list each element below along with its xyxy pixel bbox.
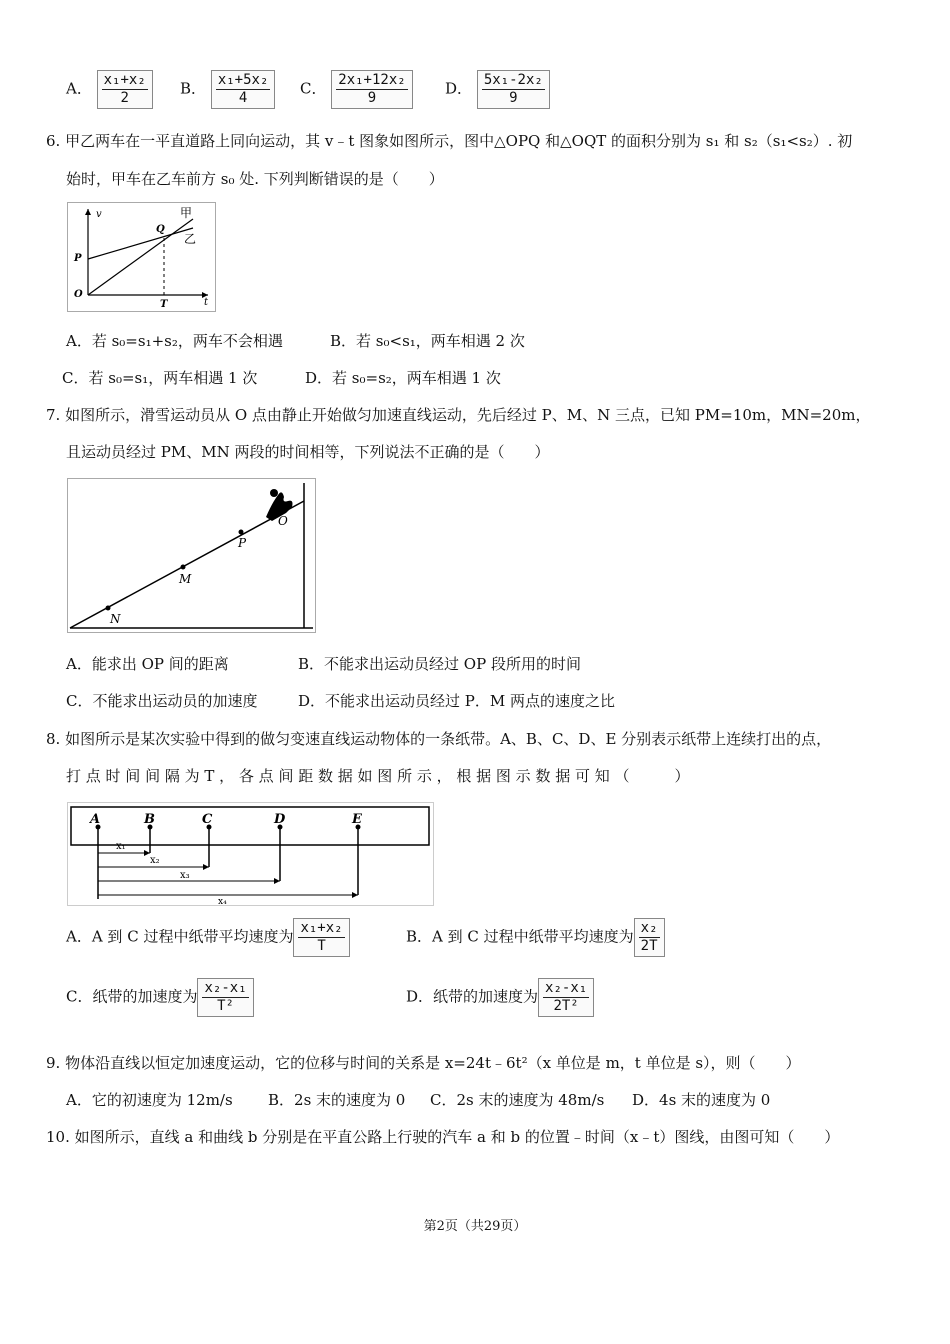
q8-stem-line2: 打 点 时 间 间 隔 为 T ， 各 点 间 距 数 据 如 图 所 示 ， 根 据 图 示 数 据 可 知 （ ） xyxy=(66,767,690,785)
q8-stem-line1: 8. 如图所示是某次实验中得到的做匀变速直线运动物体的一条纸带。A、B、C、D、E 分别表示纸带上连续打出的点， xyxy=(46,730,832,748)
q6-vt-figure xyxy=(67,202,216,312)
q8-a-fraction: $\frac{\text{x₁+x₂}}{T}$ xyxy=(293,918,349,957)
q7-point-N xyxy=(106,606,111,611)
q8-d-fraction: $\frac{\text{x₂-x₁}}{\text{2T²}}$ xyxy=(538,978,594,1017)
q9-stem: 9. 物体沿直线以恒定加速度运动，它的位移与时间的关系是 x=24t﹣6t²（x 单位是 m，t 单位是 s），则（ ） xyxy=(46,1054,801,1072)
q9-option-c: C．2s 末的速度为 48m/s xyxy=(430,1091,605,1109)
q5-a-fraction: $\frac{\text{x₁+x₂}}{2}$ xyxy=(97,70,153,109)
q8-c-fraction: $\frac{\text{x₂-x₁}}{\text{T²}}$ xyxy=(197,978,253,1017)
q8-label-D: D xyxy=(274,812,286,827)
q8-option-a: A．A 到 C 过程中纸带平均速度为 $\frac{\text{x₁+x₂}}{T}$ xyxy=(66,918,350,957)
q7-option-b: B．不能求出运动员经过 OP 段所用的时间 xyxy=(298,655,581,673)
q8-label-E: E xyxy=(352,812,362,827)
q6-option-d: D．若 s₀=s₂，两车相遇 1 次 xyxy=(305,369,501,387)
q6-label-O: O xyxy=(74,289,83,300)
q8-option-d: D．纸带的加速度为 $\frac{\text{x₂-x₁}}{\text{2T²}}$ xyxy=(406,978,594,1017)
page-footer: 第2页（共29页） xyxy=(423,1219,527,1234)
q6-line-jia xyxy=(88,219,193,295)
q7-label-N: N xyxy=(110,612,121,626)
q8-label-x1: x₁ xyxy=(116,841,126,852)
q5-d-fraction: $\frac{\text{5x₁-2x₂}}{9}$ xyxy=(477,70,550,109)
q8-tape-figure xyxy=(67,802,434,906)
q7-label-O: O xyxy=(278,514,288,528)
q7-slope-figure xyxy=(67,478,316,633)
q8-label-C: C xyxy=(202,812,213,827)
q8-label-x4: x₄ xyxy=(218,897,227,905)
q9-option-a: A．它的初速度为 12m/s xyxy=(66,1091,233,1109)
q6-label-T: T xyxy=(160,299,168,310)
q7-point-M xyxy=(181,565,186,570)
q6-label-P: P xyxy=(74,253,82,264)
q7-stem-line2: 且运动员经过 PM、MN 两段的时间相等，下列说法不正确的是（ ） xyxy=(66,443,550,461)
q7-label-P: P xyxy=(238,536,247,550)
q8-arrowhead-x3 xyxy=(274,878,280,884)
q7-option-a: A．能求出 OP 间的距离 xyxy=(66,655,229,673)
q7-incline xyxy=(70,501,304,628)
q8-option-c: C．纸带的加速度为 $\frac{\text{x₂-x₁}}{\text{T²}}$ xyxy=(66,978,254,1017)
q6-label-Q: Q xyxy=(156,224,165,235)
q8-arrowhead-x2 xyxy=(203,864,209,870)
q6-line-yi xyxy=(88,228,193,259)
q6-vt-graph xyxy=(68,203,215,311)
q7-skier-head-icon xyxy=(270,489,278,497)
q6-option-a: A．若 s₀=s₁+s₂，两车不会相遇 xyxy=(66,332,283,350)
q6-option-c: C．若 s₀=s₁，两车相遇 1 次 xyxy=(62,369,258,387)
q6-label-v: v xyxy=(96,209,102,220)
q8-tape-diagram xyxy=(68,803,433,905)
q8-label-x2: x₂ xyxy=(150,855,160,866)
q8-label-B: B xyxy=(144,812,155,827)
q7-option-c: C．不能求出运动员的加速度 xyxy=(66,692,258,710)
q9-option-b: B．2s 末的速度为 0 xyxy=(268,1091,406,1109)
q6-option-b: B．若 s₀<s₁，两车相遇 2 次 xyxy=(330,332,525,350)
q5-option-a: A． $\frac{\text{x₁+x₂}}{2}$ xyxy=(66,70,153,109)
q7-option-d: D．不能求出运动员经过 P．M 两点的速度之比 xyxy=(298,692,616,710)
q7-point-P xyxy=(239,530,244,535)
q6-stem-line2: 始时，甲车在乙车前方 s₀ 处. 下列判断错误的是（ ） xyxy=(66,170,444,188)
q5-c-fraction: $\frac{\text{2x₁+12x₂}}{9}$ xyxy=(331,70,412,109)
q5-option-b: B． $\frac{\text{x₁+5x₂}}{4}$ xyxy=(180,70,275,109)
q8-label-x3: x₃ xyxy=(180,870,190,881)
q8-option-b: B．A 到 C 过程中纸带平均速度为 $\frac{\text{x₂}}{2T}$ xyxy=(406,918,665,957)
q8-paper-tape xyxy=(71,807,429,845)
q6-label-t: t xyxy=(204,297,209,308)
q5-option-c: C． $\frac{\text{2x₁+12x₂}}{9}$ xyxy=(300,70,413,109)
q5-option-d: D． $\frac{\text{5x₁-2x₂}}{9}$ xyxy=(445,70,550,109)
q8-arrowhead-x4 xyxy=(352,892,358,898)
q7-slope-diagram xyxy=(68,479,315,632)
q6-stem-line1: 6. 甲乙两车在一平直道路上同向运动，其 v﹣t 图象如图所示，图中△OPQ 和△OQT 的面积分别为 s₁ 和 s₂（s₁<s₂）. 初 xyxy=(46,132,853,150)
q8-b-fraction: $\frac{\text{x₂}}{2T}$ xyxy=(634,918,665,957)
q6-label-yi: 乙 xyxy=(184,232,197,246)
q8-label-A: A xyxy=(90,812,101,827)
q5-b-fraction: $\frac{\text{x₁+5x₂}}{4}$ xyxy=(211,70,276,109)
q9-option-d: D．4s 末的速度为 0 xyxy=(632,1091,771,1109)
q6-label-jia: 甲 xyxy=(180,206,193,220)
q7-stem-line1: 7. 如图所示，滑雪运动员从 O 点由静止开始做匀加速直线运动，先后经过 P、M、N 三点，已知 PM=10m，MN=20m， xyxy=(46,406,871,424)
q10-stem: 10. 如图所示，直线 a 和曲线 b 分别是在平直公路上行驶的汽车 a 和 b 的位置﹣时间（x﹣t）图线，由图可知（ ） xyxy=(46,1128,840,1146)
q6-v-arrow xyxy=(85,209,91,215)
q7-label-M: M xyxy=(179,572,192,586)
